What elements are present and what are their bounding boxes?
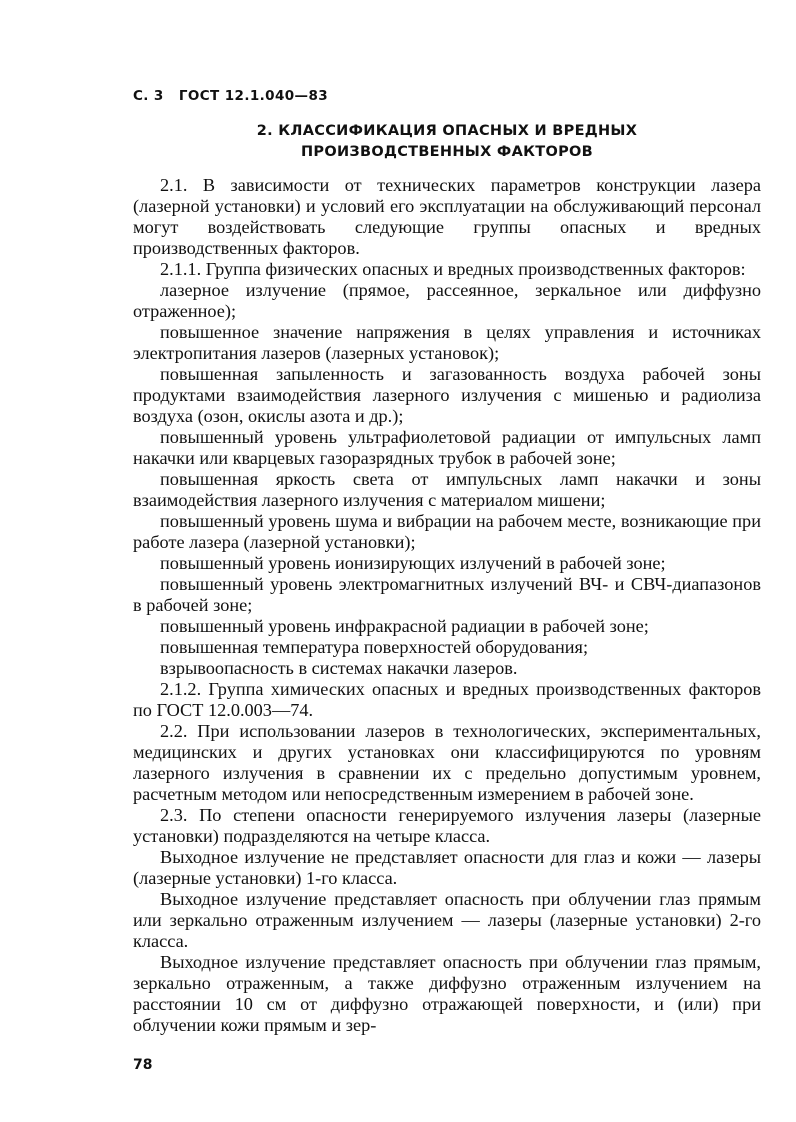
list-item: повышенное значение напряжения в целях управления и источниках электропитания лазеров (лазерных установок);: [133, 322, 761, 363]
paragraph: 2.2. При использовании лазеров в технологических, экспериментальных, медицинских и других установках они классифицируются по уровням лазерного излучения в сравнении их с предельно допустимым уровнем, расчетным методом или непосредственным измерением в рабочей зоне.: [133, 721, 761, 804]
section-title-line-2: ПРОИЗВОДСТВЕННЫХ ФАКТОРОВ: [300, 144, 593, 160]
paragraph: 2.1. В зависимости от технических параметров конструкции лазера (лазерной установки) и условий его эксплуатации на обслуживающий персонал могут воздействовать следующие группы опасных и вредных производственных факторов.: [133, 175, 761, 258]
page-marker: С. 3: [133, 88, 164, 104]
list-item: повышенная температура поверхностей оборудования;: [160, 637, 589, 657]
section-title: [133, 121, 761, 163]
list-item: повышенный уровень ультрафиолетовой радиации от импульсных ламп накачки или кварцевых газоразрядных трубок в рабочей зоне;: [133, 427, 761, 468]
running-header: [133, 88, 338, 104]
page-number: 78: [133, 1057, 153, 1073]
body-text: [133, 175, 761, 1036]
standard-designation: ГОСТ 12.1.040—83: [178, 88, 329, 104]
paragraph: Выходное излучение представляет опасность при облучении глаз прямым или зеркально отраженным излучением — лазеры (лазерные установки) 2-го класса.: [133, 889, 761, 951]
list-item: взрывоопасность в системах накачки лазеров.: [160, 658, 518, 678]
list-item: повышенный уровень ионизирующих излучений в рабочей зоне;: [160, 553, 666, 573]
list-item: лазерное излучение (прямое, рассеянное, зеркальное или диффузно отраженное);: [133, 280, 761, 321]
paragraph: 2.1.2. Группа химических опасных и вредных производственных факторов по ГОСТ 12.0.003—74.: [133, 679, 761, 720]
paragraph: 2.1.1. Группа физических опасных и вредных производственных факторов:: [160, 259, 746, 279]
section-title-line-1: 2. КЛАССИФИКАЦИЯ ОПАСНЫХ И ВРЕДНЫХ: [256, 123, 638, 139]
paragraph: Выходное излучение не представляет опасности для глаз и кожи — лазеры (лазерные установки) 1-го класса.: [133, 847, 761, 888]
list-item: повышенный уровень электромагнитных излучений ВЧ- и СВЧ-диапазонов в рабочей зоне;: [133, 574, 761, 615]
list-item: повышенный уровень инфракрасной радиации в рабочей зоне;: [160, 616, 649, 636]
list-item: повышенный уровень шума и вибрации на рабочем месте, возникающие при работе лазера (лазерной установки);: [133, 511, 761, 552]
list-item: повышенная яркость света от импульсных ламп накачки и зоны взаимодействия лазерного излучения с материалом мишени;: [133, 469, 761, 510]
list-item: повышенная запыленность и загазованность воздуха рабочей зоны продуктами взаимодействия лазерного излучения с мишенью и радиолиза воздуха (озон, окислы азота и др.);: [133, 364, 761, 426]
paragraph: 2.3. По степени опасности генерируемого излучения лазеры (лазерные установки) подразделяются на четыре класса.: [133, 805, 761, 846]
paragraph: Выходное излучение представляет опасность при облучении глаз прямым, зеркально отраженным, а также диффузно отраженным излучением на расстоянии 10 см от диффузно отражающей поверхности, и (или) при облучении кожи прямым и зер-: [133, 952, 761, 1035]
